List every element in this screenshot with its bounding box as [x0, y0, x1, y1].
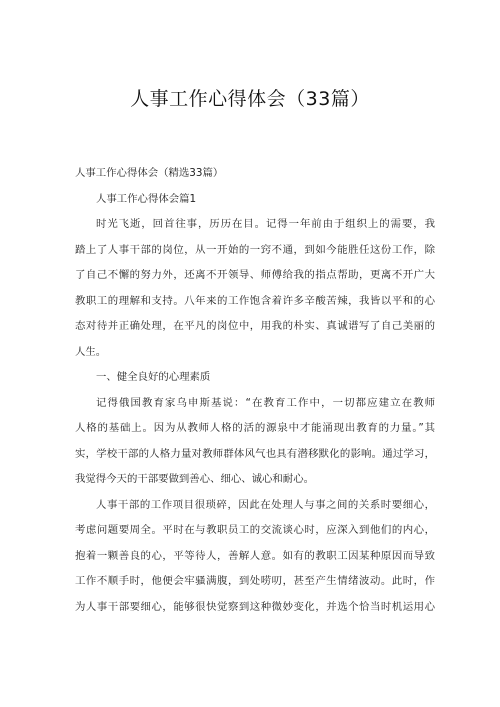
paragraph-line: 人生。: [75, 345, 107, 358]
paragraph-line: 时光飞逝，回首往事，历历在目。记得一年前由于组织上的需要，我: [96, 218, 435, 230]
paragraph-line: 实，学校干部的人格力量对教师群体风气也具有潜移默化的影响。通过学习，: [75, 447, 435, 460]
paragraph-line: 考虑问题要周全。平时在与教职员工的交流谈心时，应深入到他们的内心，: [75, 524, 435, 536]
paragraph-line: 态对待并正确处理，在平凡的岗位中，用我的朴实、真诚谱写了自己美丽的: [75, 320, 435, 332]
document-title: 人事工作心得体会（33篇）: [130, 88, 370, 110]
paragraph-line: 教职工的理解和支持。八年来的工作饱含着许多辛酸苦辣，我皆以平和的心: [75, 294, 435, 307]
paragraph-line: 抱着一颗善良的心，平等待人，善解人意。如有的教职工因某种原因而导致: [75, 549, 435, 562]
paragraph-line: 工作不顺手时，他便会牢骚满腹，到处唠叨，甚至产生情绪波动。此时，作: [75, 575, 435, 587]
paragraph-line: 踏上了人事干部的岗位，从一开始的一窍不通，到如今能胜任这份工作，除: [75, 243, 435, 256]
document-body: [75, 161, 435, 620]
paragraph-line: 人事干部的工作项目很琐碎，因此在处理人与事之间的关系时要细心，: [96, 498, 435, 511]
paragraph-line: 人格的基础上。因为从教师人格的活的源泉中才能涌现出教育的力量。”其: [75, 422, 435, 434]
subheading: 一、健全良好的心理素质: [96, 371, 211, 383]
section-heading: 人事工作心得体会篇1: [96, 192, 197, 205]
paragraph-line: 了自己不懈的努力外，还离不开领导、师傅给我的指点帮助，更离不开广大: [75, 269, 435, 281]
paragraph-line: 为人事干部要细心，能够很快觉察到这种微妙变化，并选个恰当时机运用心: [75, 600, 435, 613]
paragraph-line: 记得俄国教育家乌申斯基说：“在教育工作中，一切都应建立在教师: [96, 396, 435, 409]
document-subtitle: 人事工作心得体会（精选33篇）: [75, 167, 224, 179]
paragraph-line: 我觉得今天的干部要做到善心、细心、诚心和耐心。: [75, 473, 314, 485]
